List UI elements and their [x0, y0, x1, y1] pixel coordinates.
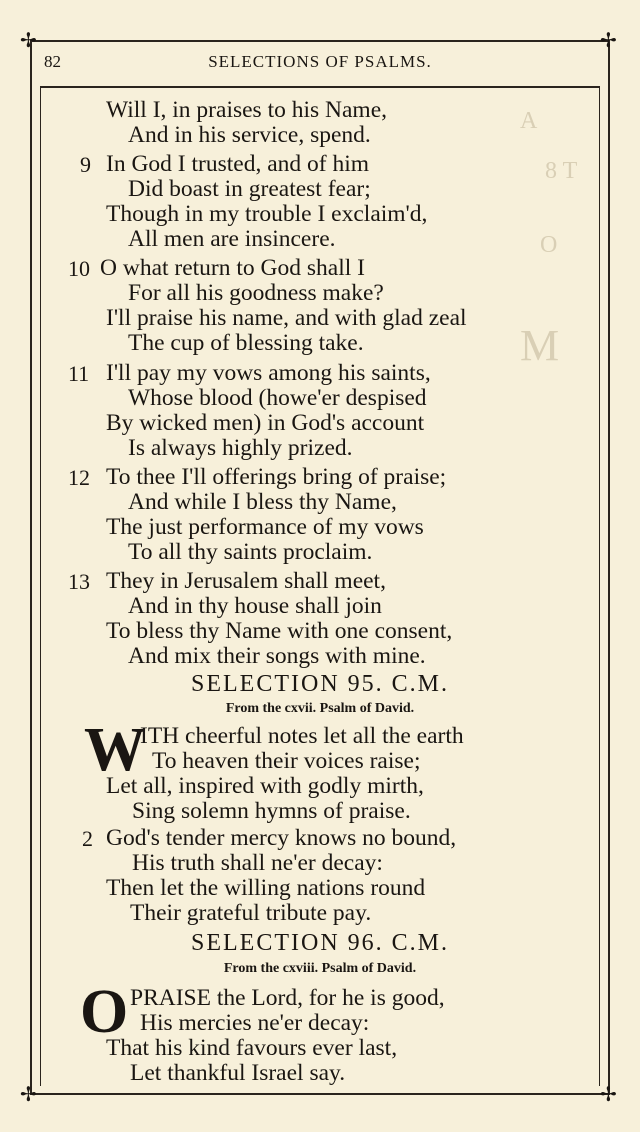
verse-line: To bless thy Name with one consent,	[106, 618, 453, 644]
verse-line: Though in my trouble I exclaim'd,	[106, 201, 428, 227]
verse-line: To heaven their voices raise;	[152, 748, 421, 774]
verse-line: In God I trusted, and of him	[106, 151, 370, 177]
show-through-text: A	[520, 108, 538, 134]
drop-capital: W	[84, 716, 146, 784]
verse-line: To thee I'll offerings bring of praise;	[106, 464, 447, 490]
header-rule	[40, 86, 600, 88]
verse-line: Let thankful Israel say.	[130, 1060, 346, 1086]
verse-line: And mix their songs with mine.	[128, 643, 426, 669]
verse-line: Then let the willing nations round	[106, 875, 426, 901]
page-number: 82	[44, 52, 61, 71]
corner-ornament-icon: ✢	[20, 28, 37, 52]
verse-number: 10	[68, 256, 90, 281]
verse-line: His mercies ne'er decay:	[140, 1010, 370, 1036]
drop-capital: O	[80, 978, 129, 1046]
selection-heading: SELECTION 95. C.M.	[191, 671, 449, 697]
verse-line: I'll praise his name, and with glad zeal	[106, 305, 467, 331]
verse-line: Is always highly prized.	[128, 435, 353, 461]
corner-ornament-icon: ✢	[20, 1082, 37, 1106]
verse-line: Whose blood (howe'er despised	[128, 385, 427, 411]
verse-number: 13	[68, 569, 90, 594]
verse-line: His truth shall ne'er decay:	[132, 850, 383, 876]
selection-subheading: From the cxvii. Psalm of David.	[225, 701, 415, 716]
running-head	[40, 52, 600, 78]
verse-line: I'll pay my vows among his saints,	[106, 360, 431, 386]
corner-ornament-icon: ✢	[600, 1082, 617, 1106]
verse-number: 11	[68, 361, 90, 386]
verse-number: 12	[68, 465, 90, 490]
verse-line: All men are insincere.	[128, 226, 336, 252]
running-head-title: SELECTIONS OF PSALMS.	[208, 52, 432, 71]
verse-line: That his kind favours ever last,	[106, 1035, 398, 1061]
verse-line: Did boast in greatest fear;	[128, 176, 371, 202]
verse-line: The cup of blessing take.	[128, 330, 364, 356]
verse-line: Their grateful tribute pay.	[130, 900, 372, 926]
show-through-text: 8 T	[545, 158, 578, 184]
selection-subheading: From the cxviii. Psalm of David.	[223, 961, 417, 976]
corner-ornament-icon: ✢	[600, 28, 617, 52]
selection-heading: SELECTION 96. C.M.	[191, 930, 449, 956]
verse-line: By wicked men) in God's account	[106, 410, 425, 436]
verse-line: Sing solemn hymns of praise.	[132, 798, 411, 824]
verse-line: Will I, in praises to his Name,	[106, 97, 388, 123]
verse-line: And in his service, spend.	[128, 122, 371, 148]
show-through-text: O	[540, 232, 558, 258]
top-border-rule	[30, 40, 610, 42]
verse-line: They in Jerusalem shall meet,	[106, 568, 386, 594]
bottom-border-rule	[30, 1093, 610, 1095]
verse-line: And in thy house shall join	[128, 593, 382, 619]
verse-line: PRAISE the Lord, for he is good,	[130, 985, 445, 1011]
verse-line: ITH cheerful notes let all the earth	[140, 723, 464, 749]
verse-line: For all his goodness make?	[128, 280, 384, 306]
verse-line: O what return to God shall I	[100, 255, 365, 281]
verse-line: The just performance of my vows	[106, 514, 424, 540]
verse-line: God's tender mercy knows no bound,	[106, 825, 457, 851]
verse-line: To all thy saints proclaim.	[128, 539, 373, 565]
verse-number: 9	[80, 152, 91, 177]
verse-number: 2	[82, 826, 93, 851]
show-through-text: M	[520, 321, 560, 370]
verse-line: Let all, inspired with godly mirth,	[106, 773, 424, 799]
verse-line: And while I bless thy Name,	[128, 489, 397, 515]
